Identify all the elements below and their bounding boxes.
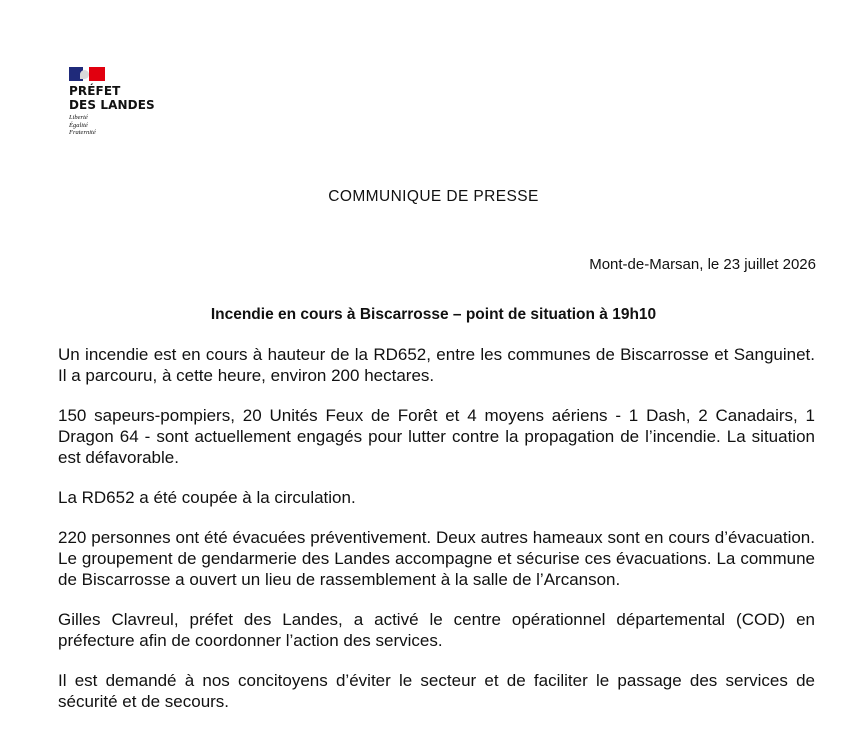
french-republic-flag-icon xyxy=(69,67,105,81)
republic-motto xyxy=(69,114,155,137)
motto-fraternite: Fraternité xyxy=(69,129,96,136)
org-name-line-2: DES LANDES xyxy=(69,98,155,112)
motto-liberte: Liberté xyxy=(69,114,88,121)
paragraph-public-request: Il est demandé à nos concitoyens d’éviter le secteur et de faciliter le passage des services de sécurité et de secours. xyxy=(58,671,815,711)
org-name-line-1: PRÉFET xyxy=(69,84,121,98)
paragraph-evacuations: 220 personnes ont été évacuées préventivement. Deux autres hameaux sont en cours d’évacuation. Le groupement de gendarmerie des Landes accompagne et sécurise ces évacuations. La commune de Biscarrosse a ouvert un lieu de rassemblement à la salle de l’Arcanson. xyxy=(58,528,815,589)
motto-egalite: Égalité xyxy=(69,121,88,129)
prefecture-logo xyxy=(69,67,155,137)
paragraph-resources-engaged: 150 sapeurs-pompiers, 20 Unités Feux de Forêt et 4 moyens aériens - 1 Dash, 2 Canadairs, 1 Dragon 64 - sont actuellement engagés pour lutter contre la propagation de l’incendie. La situation est défavorable. xyxy=(58,406,815,467)
paragraph-road-closure: La RD652 a été coupée à la circulation. xyxy=(58,488,356,507)
dateline: Mont-de-Marsan, le 23 juillet 2026 xyxy=(589,256,816,273)
paragraph-fire-location: Un incendie est en cours à hauteur de la RD652, entre les communes de Biscarrosse et Sanguinet. Il a parcouru, à cette heure, environ 200 hectares. xyxy=(58,345,815,385)
press-release-headline: Incendie en cours à Biscarrosse – point de situation à 19h10 xyxy=(210,306,657,323)
paragraph-cod-activation: Gilles Clavreul, préfet des Landes, a activé le centre opérationnel départemental (COD) en préfecture afin de coordonner l’action des services. xyxy=(58,610,815,650)
document-type-title: COMMUNIQUE DE PRESSE xyxy=(328,188,539,205)
press-release-body xyxy=(58,344,815,731)
